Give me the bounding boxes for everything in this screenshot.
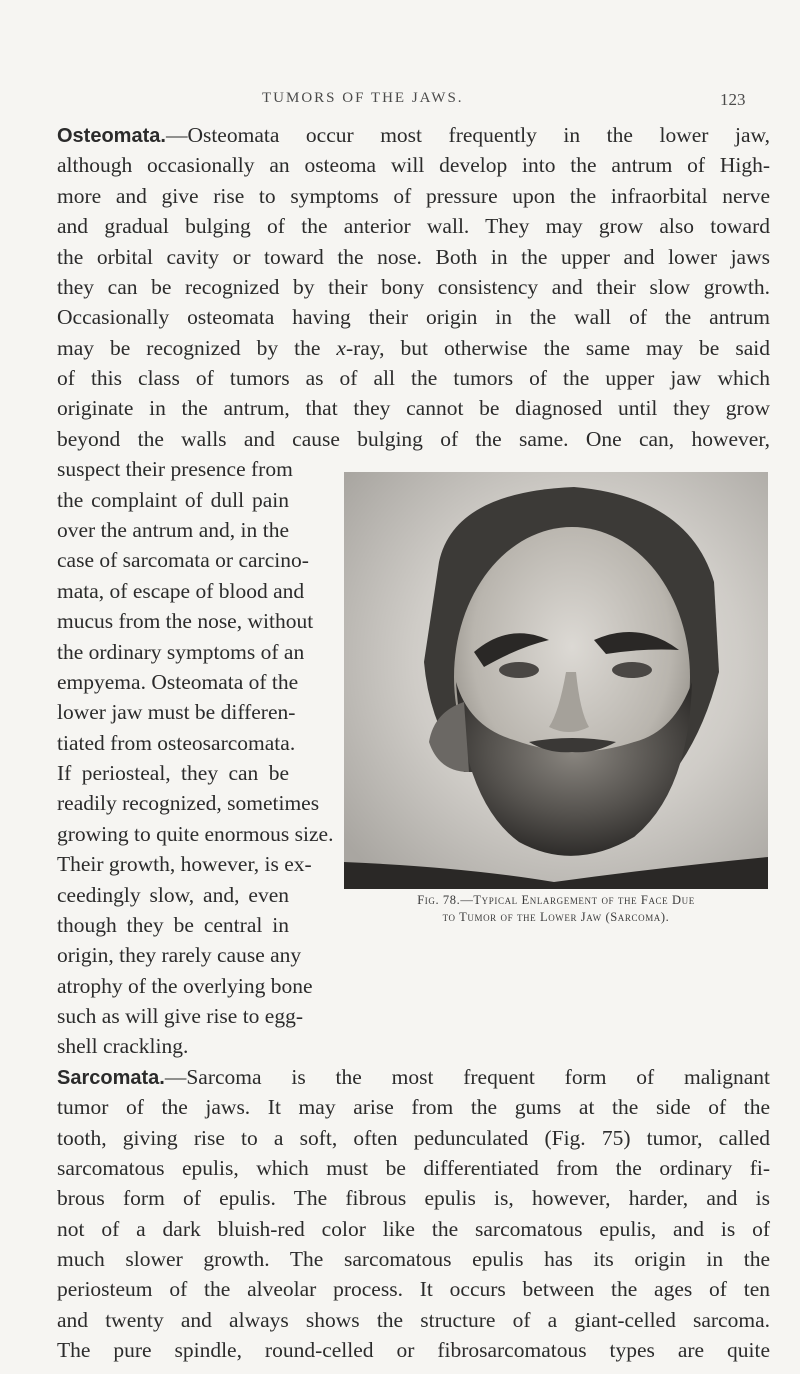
text-line bbox=[57, 1092, 770, 1122]
text-line bbox=[57, 333, 770, 363]
text-line bbox=[57, 880, 289, 910]
text-line bbox=[57, 1335, 770, 1365]
text-line bbox=[57, 1214, 770, 1244]
text-line bbox=[57, 302, 770, 332]
text-segment: they can be recognized by their bony consistency and their slow growth. bbox=[57, 274, 770, 299]
text-line bbox=[57, 545, 309, 575]
text-segment: empyema. Osteomata of the bbox=[57, 669, 299, 694]
text-line bbox=[57, 1062, 770, 1092]
text-line bbox=[57, 819, 334, 849]
text-line bbox=[57, 971, 313, 1001]
text-line bbox=[57, 181, 770, 211]
text-line bbox=[57, 849, 312, 879]
text-segment: growing to quite enormous size. bbox=[57, 821, 334, 846]
text-line bbox=[57, 1153, 770, 1183]
text-line bbox=[57, 1244, 770, 1274]
text-line bbox=[57, 1001, 304, 1031]
text-segment: -ray, but otherwise the same may be said bbox=[345, 335, 770, 360]
text-segment: ceedingly slow, and, even bbox=[57, 882, 289, 907]
text-segment: shell crackling. bbox=[57, 1034, 189, 1059]
text-segment: mata, of escape of blood and bbox=[57, 578, 305, 603]
figure-caption-line-2: to Tumor of the Lower Jaw (Sarcoma). bbox=[442, 910, 670, 924]
text-line bbox=[57, 728, 296, 758]
text-line bbox=[57, 758, 289, 788]
text-segment: suspect their presence from bbox=[57, 457, 293, 482]
text-segment: the ordinary symptoms of an bbox=[57, 639, 305, 664]
italic-term: x bbox=[336, 335, 346, 360]
text-line bbox=[57, 120, 770, 150]
text-segment: beyond the walls and cause bulging of the same. One can, however, bbox=[57, 426, 770, 451]
text-segment: although occasionally an osteoma will develop into the antrum of High- bbox=[57, 153, 770, 178]
text-line bbox=[57, 272, 770, 302]
text-line bbox=[57, 1274, 770, 1304]
text-line bbox=[57, 788, 320, 818]
text-segment: the orbital cavity or toward the nose. Both in the upper and lower jaws bbox=[57, 244, 770, 269]
text-segment: tooth, giving rise to a soft, often pedunculated (Fig. 75) tumor, called bbox=[57, 1125, 770, 1150]
text-segment: periosteum of the alveolar process. It occurs between the ages of ten bbox=[57, 1277, 770, 1302]
text-line bbox=[57, 697, 296, 727]
text-segment: the complaint of dull pain bbox=[57, 487, 289, 512]
text-segment: such as will give rise to egg- bbox=[57, 1004, 304, 1028]
text-line bbox=[57, 1305, 770, 1335]
text-segment: Their growth, however, is ex- bbox=[57, 852, 312, 877]
text-segment: over the antrum and, in the bbox=[57, 517, 289, 542]
text-line bbox=[57, 485, 289, 515]
text-segment: lower jaw must be differen- bbox=[57, 700, 296, 725]
text-segment: brous form of epulis. The fibrous epulis is, however, harder, and is bbox=[57, 1186, 770, 1211]
text-line bbox=[57, 424, 770, 454]
text-segment: mucus from the nose, without bbox=[57, 609, 314, 634]
section-heading: Sarcomata. bbox=[57, 1066, 165, 1089]
text-line bbox=[57, 515, 289, 545]
text-segment: readily recognized, sometimes bbox=[57, 791, 320, 816]
text-line bbox=[57, 393, 770, 423]
text-segment: tumor of the jaws. It may arise from the gums at the side of the bbox=[57, 1095, 770, 1120]
text-segment: may be recognized by the bbox=[57, 335, 337, 360]
text-line bbox=[57, 454, 293, 484]
text-segment: —Osteomata occur most frequently in the lower jaw, bbox=[165, 123, 770, 147]
text-segment: of this class of tumors as of all the tumors of the upper jaw which bbox=[57, 366, 770, 390]
text-segment: though they be central in bbox=[57, 912, 289, 937]
text-line bbox=[57, 637, 305, 667]
text-segment: —Sarcoma is the most frequent form of malignant bbox=[164, 1064, 770, 1089]
figure-caption bbox=[344, 892, 768, 926]
text-segment: not of a dark bluish-red color like the sarcomatous epulis, and is of bbox=[57, 1216, 770, 1241]
text-segment: If periosteal, they can be bbox=[57, 761, 289, 785]
text-line bbox=[57, 940, 302, 970]
text-segment: originate in the antrum, that they cannot be diagnosed until they grow bbox=[57, 396, 770, 421]
text-line bbox=[57, 242, 770, 272]
text-line bbox=[57, 910, 289, 940]
text-line bbox=[57, 576, 305, 606]
bearded-man-photo bbox=[344, 472, 768, 889]
running-title: TUMORS OF THE JAWS. bbox=[262, 90, 464, 106]
text-line bbox=[57, 1123, 770, 1153]
figure-photograph bbox=[344, 472, 768, 889]
text-segment: origin, they rarely cause any bbox=[57, 943, 302, 968]
text-segment: Occasionally osteomata having their origin in the wall of the antrum bbox=[57, 305, 770, 330]
text-segment: more and give rise to symptoms of pressure upon the infraorbital nerve bbox=[57, 183, 770, 208]
text-segment: much slower growth. The sarcomatous epulis has its origin in the bbox=[57, 1247, 770, 1272]
text-line bbox=[57, 667, 299, 697]
text-line bbox=[57, 606, 314, 636]
figure-caption-line-1: Fig. 78.—Typical Enlargement of the Face Due bbox=[417, 893, 695, 907]
text-segment: atrophy of the overlying bone bbox=[57, 973, 313, 998]
text-segment: case of sarcomata or carcino- bbox=[57, 548, 309, 573]
text-segment: sarcomatous epulis, which must be differentiated from the ordinary fi- bbox=[57, 1155, 770, 1180]
text-segment: The pure spindle, round-celled or fibrosarcomatous types are quite bbox=[57, 1338, 770, 1363]
text-segment: tiated from osteosarcomata. bbox=[57, 730, 296, 755]
text-line bbox=[57, 150, 770, 180]
text-line bbox=[57, 211, 770, 241]
page-number: 123 bbox=[720, 90, 746, 109]
text-line bbox=[57, 1031, 289, 1061]
section-heading: Osteomata. bbox=[57, 125, 166, 147]
text-segment: and gradual bulging of the anterior wall. They may grow also toward bbox=[57, 214, 770, 239]
text-line bbox=[57, 363, 770, 393]
text-segment: and twenty and always shows the structure of a giant-celled sarcoma. bbox=[57, 1307, 770, 1332]
text-line bbox=[57, 1183, 770, 1213]
